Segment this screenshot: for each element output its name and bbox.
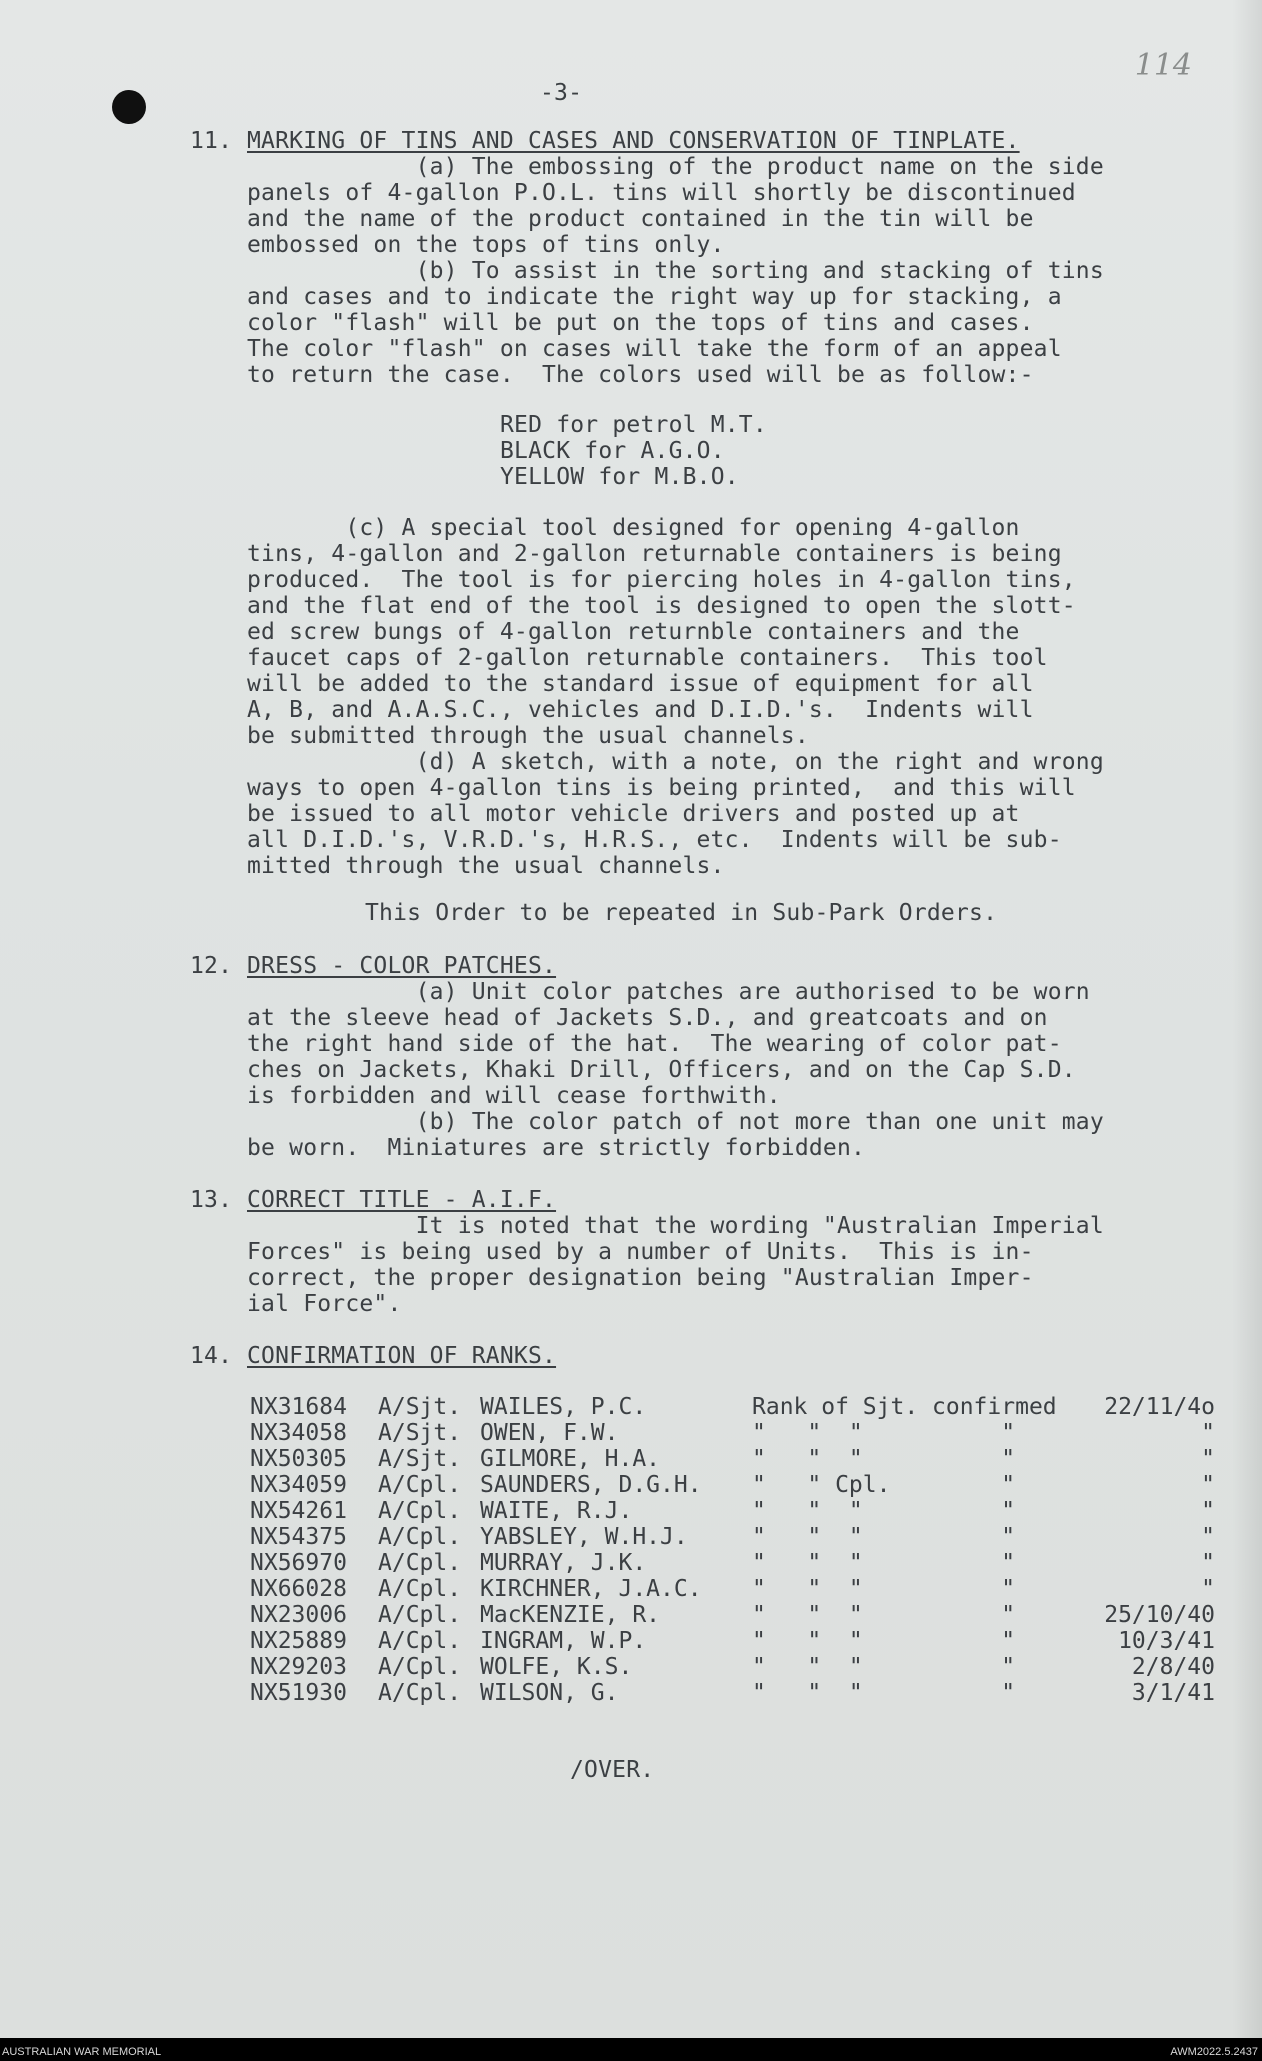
acting-rank: A/Sjt.	[378, 1394, 462, 1420]
body-line: (b) The color patch of not more than one unit may	[247, 1109, 1104, 1135]
member-name: WILSON, G.	[480, 1680, 619, 1706]
section-11-number: 11.	[190, 128, 233, 154]
section-12-heading: DRESS - COLOR PATCHES.	[247, 953, 557, 979]
body-line: It is noted that the wording "Australian Imperial	[247, 1213, 1104, 1239]
confirmation-date: "	[1201, 1498, 1215, 1524]
member-name: WAITE, R.J.	[480, 1498, 633, 1524]
repeat-note: This Order to be repeated in Sub-Park Orders.	[365, 900, 998, 926]
confirmation-date: 10/3/41	[1118, 1628, 1215, 1654]
acting-rank: A/Cpl.	[378, 1654, 462, 1680]
service-number: NX29203	[250, 1654, 347, 1680]
body-line: at the sleeve head of Jackets S.D., and greatcoats and on	[247, 1005, 1048, 1031]
service-number: NX66028	[250, 1576, 347, 1602]
body-line: (a) The embossing of the product name on the side	[247, 154, 1104, 180]
confirmation-note: " " " "	[752, 1498, 1016, 1524]
confirmation-date: "	[1201, 1576, 1215, 1602]
section-14-heading: CONFIRMATION OF RANKS.	[247, 1343, 557, 1369]
body-line: produced. The tool is for piercing holes in 4-gallon tins,	[247, 567, 1076, 593]
section-14-number: 14.	[190, 1343, 233, 1369]
confirmation-note: " " Cpl. "	[752, 1472, 1016, 1498]
body-line: faucet caps of 2-gallon returnable containers. This tool	[247, 645, 1048, 671]
member-name: GILMORE, H.A.	[480, 1446, 661, 1472]
color-code-line: YELLOW for M.B.O.	[500, 464, 739, 490]
body-line: will be added to the standard issue of equipment for all	[247, 671, 1034, 697]
member-name: YABSLEY, W.H.J.	[480, 1524, 688, 1550]
body-line: and cases and to indicate the right way up for stacking, a	[247, 284, 1062, 310]
confirmation-date: 25/10/40	[1104, 1602, 1215, 1628]
section-13-number: 13.	[190, 1187, 233, 1213]
member-name: MURRAY, J.K.	[480, 1550, 647, 1576]
confirmation-note: " " " "	[752, 1524, 1016, 1550]
acting-rank: A/Sjt.	[378, 1446, 462, 1472]
service-number: NX34058	[250, 1420, 347, 1446]
confirmation-date: "	[1201, 1446, 1215, 1472]
service-number: NX50305	[250, 1446, 347, 1472]
color-code-line: RED for petrol M.T.	[500, 412, 767, 438]
footer-bar	[0, 2038, 1262, 2061]
acting-rank: A/Cpl.	[378, 1550, 462, 1576]
confirmation-note: " " " "	[752, 1420, 1016, 1446]
body-line: all D.I.D.'s, V.R.D.'s, H.R.S., etc. Indents will be sub-	[247, 827, 1062, 853]
acting-rank: A/Cpl.	[378, 1680, 462, 1706]
acting-rank: A/Cpl.	[378, 1602, 462, 1628]
service-number: NX23006	[250, 1602, 347, 1628]
body-line: ches on Jackets, Khaki Drill, Officers, and on the Cap S.D.	[247, 1057, 1076, 1083]
confirmation-note: " " " "	[752, 1550, 1016, 1576]
punch-hole	[112, 90, 146, 124]
body-line: be worn. Miniatures are strictly forbidden.	[247, 1135, 866, 1161]
body-line: A, B, and A.A.S.C., vehicles and D.I.D.'s. Indents will	[247, 697, 1034, 723]
confirmation-note: " " " "	[752, 1680, 1016, 1706]
confirmation-date: "	[1201, 1524, 1215, 1550]
body-line: Forces" is being used by a number of Units. This is in-	[247, 1239, 1034, 1265]
page-number: -3-	[540, 80, 583, 106]
confirmation-date: "	[1201, 1472, 1215, 1498]
confirmation-note: Rank of Sjt. confirmed	[752, 1394, 1057, 1420]
body-line: be submitted through the usual channels.	[247, 723, 809, 749]
over-mark: /OVER.	[570, 1757, 655, 1783]
confirmation-date: "	[1201, 1420, 1215, 1446]
body-line: ways to open 4-gallon tins is being printed, and this will	[247, 775, 1076, 801]
body-line: (b) To assist in the sorting and stacking of tins	[247, 258, 1104, 284]
body-line: tins, 4-gallon and 2-gallon returnable containers is being	[247, 541, 1062, 567]
member-name: INGRAM, W.P.	[480, 1628, 647, 1654]
member-name: OWEN, F.W.	[480, 1420, 619, 1446]
section-12-number: 12.	[190, 953, 233, 979]
service-number: NX51930	[250, 1680, 347, 1706]
body-line: the right hand side of the hat. The wearing of color pat-	[247, 1031, 1062, 1057]
body-line: and the flat end of the tool is designed to open the slott-	[247, 593, 1076, 619]
body-line: and the name of the product contained in the tin will be	[247, 206, 1034, 232]
member-name: MacKENZIE, R.	[480, 1602, 661, 1628]
body-line: color "flash" will be put on the tops of tins and cases.	[247, 310, 1034, 336]
member-name: KIRCHNER, J.A.C.	[480, 1576, 702, 1602]
acting-rank: A/Cpl.	[378, 1576, 462, 1602]
confirmation-note: " " " "	[752, 1654, 1016, 1680]
body-line: The color "flash" on cases will take the form of an appeal	[247, 336, 1062, 362]
member-name: WAILES, P.C.	[480, 1394, 647, 1420]
color-code-line: BLACK for A.G.O.	[500, 438, 725, 464]
footer-right: AWM2022.5.2437	[1170, 2046, 1258, 2058]
body-line: embossed on the tops of tins only.	[247, 232, 725, 258]
body-line: (a) Unit color patches are authorised to be worn	[247, 979, 1090, 1005]
body-line: ial Force".	[247, 1291, 402, 1317]
acting-rank: A/Cpl.	[378, 1628, 462, 1654]
confirmation-date: "	[1201, 1550, 1215, 1576]
service-number: NX25889	[250, 1628, 347, 1654]
confirmation-note: " " " "	[752, 1628, 1016, 1654]
body-line: (c) A special tool designed for opening 4-gallon	[247, 515, 1020, 541]
body-line: mitted through the usual channels.	[247, 853, 725, 879]
folio-number: 114	[1134, 48, 1192, 83]
service-number: NX34059	[250, 1472, 347, 1498]
acting-rank: A/Sjt.	[378, 1420, 462, 1446]
body-line: is forbidden and will cease forthwith.	[247, 1083, 781, 1109]
body-line: panels of 4-gallon P.O.L. tins will shortly be discontinued	[247, 180, 1076, 206]
section-13-heading: CORRECT TITLE - A.I.F.	[247, 1187, 557, 1213]
confirmation-note: " " " "	[752, 1446, 1016, 1472]
service-number: NX56970	[250, 1550, 347, 1576]
acting-rank: A/Cpl.	[378, 1524, 462, 1550]
member-name: WOLFE, K.S.	[480, 1654, 633, 1680]
body-line: be issued to all motor vehicle drivers and posted up at	[247, 801, 1020, 827]
footer-left: AUSTRALIAN WAR MEMORIAL	[2, 2046, 162, 2058]
section-11-heading: MARKING OF TINS AND CASES AND CONSERVATION OF TINPLATE.	[247, 128, 1020, 154]
confirmation-note: " " " "	[752, 1602, 1016, 1628]
confirmation-date: 2/8/40	[1131, 1654, 1215, 1680]
acting-rank: A/Cpl.	[378, 1472, 462, 1498]
confirmation-note: " " " "	[752, 1576, 1016, 1602]
service-number: NX54261	[250, 1498, 347, 1524]
confirmation-date: 3/1/41	[1131, 1680, 1215, 1706]
body-line: ed screw bungs of 4-gallon returnble containers and the	[247, 619, 1020, 645]
body-line: to return the case. The colors used will be as follow:-	[247, 362, 1034, 388]
member-name: SAUNDERS, D.G.H.	[480, 1472, 702, 1498]
service-number: NX31684	[250, 1394, 347, 1420]
body-line: correct, the proper designation being "Australian Imper-	[247, 1265, 1034, 1291]
body-line: (d) A sketch, with a note, on the right and wrong	[247, 749, 1104, 775]
confirmation-date: 22/11/4o	[1104, 1394, 1215, 1420]
acting-rank: A/Cpl.	[378, 1498, 462, 1524]
service-number: NX54375	[250, 1524, 347, 1550]
